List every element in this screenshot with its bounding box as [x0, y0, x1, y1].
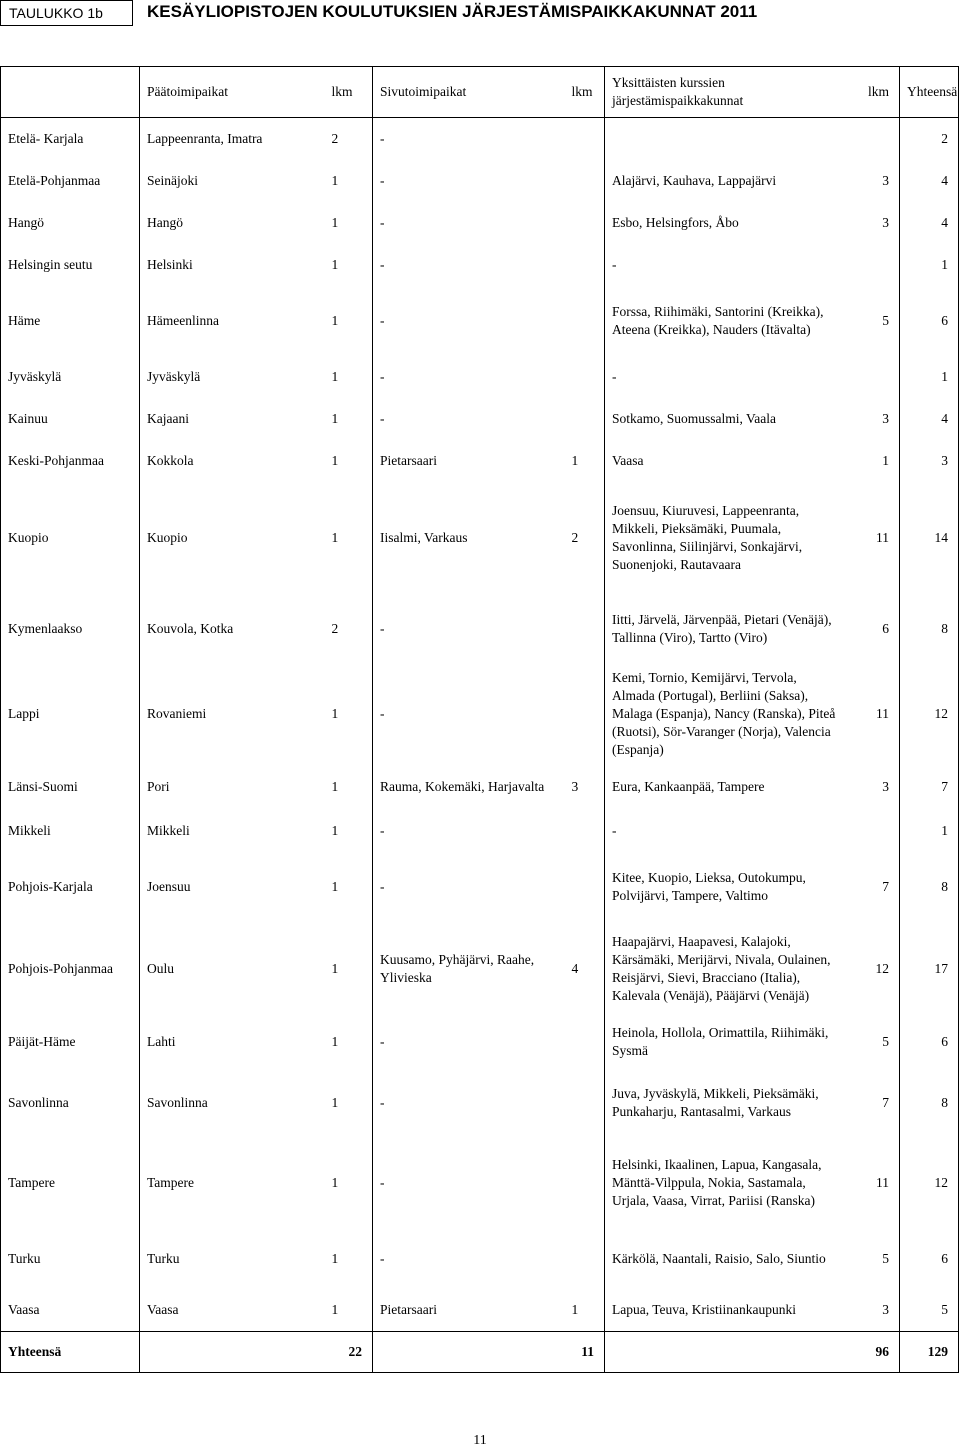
row-lkm3: 11: [876, 529, 889, 545]
row-lkm1: 1: [331, 705, 339, 721]
totals-label: Yhteensä: [1, 1332, 140, 1373]
row-side: -: [373, 1068, 565, 1138]
row-lkm2: [565, 852, 605, 922]
row-region: Savonlinna: [1, 1068, 140, 1138]
row-lkm1: 2: [331, 130, 339, 146]
row-lkm1: 1: [331, 878, 339, 894]
row-main: Joensuu: [140, 852, 325, 922]
row-main: Kokkola: [140, 440, 325, 482]
row-total: 6: [900, 1016, 959, 1068]
row-lkm3: 5: [882, 1033, 889, 1049]
row-total: 6: [900, 286, 959, 356]
row-lkm2: [565, 810, 605, 852]
row-courses: Vaasa: [605, 440, 841, 482]
table-row: [1, 1016, 959, 1068]
row-courses: Lapua, Teuva, Kristiinankaupunki: [605, 1290, 841, 1332]
row-lkm1: 1: [331, 172, 339, 188]
row-courses: Heinola, Hollola, Orimattila, Riihimäki, Sysmä: [605, 1016, 841, 1068]
table-row: [1, 398, 959, 440]
table-row: [1, 594, 959, 664]
row-region: Kainuu: [1, 398, 140, 440]
row-courses: -: [605, 356, 841, 398]
totals-lkm1: 22: [325, 1332, 373, 1373]
table-row: [1, 764, 959, 810]
table-row: [1, 1138, 959, 1228]
row-total: 12: [900, 664, 959, 764]
page-title: KESÄYLIOPISTOJEN KOULUTUKSIEN JÄRJESTÄMISPAIKKAKUNNAT 2011: [147, 2, 758, 21]
table-row: [1, 1228, 959, 1290]
row-side: -: [373, 356, 565, 398]
row-side: -: [373, 852, 565, 922]
row-side: -: [373, 398, 565, 440]
row-total: 12: [900, 1138, 959, 1228]
row-total: 5: [900, 1290, 959, 1332]
row-main: Lappeenranta, Imatra: [140, 118, 325, 160]
row-total: 1: [900, 356, 959, 398]
row-lkm2: [565, 1138, 605, 1228]
row-region: Etelä- Karjala: [1, 118, 140, 160]
row-main: Kajaani: [140, 398, 325, 440]
col-header-lkm3: lkm: [841, 67, 900, 118]
col-header-lkm1: lkm: [325, 67, 373, 118]
table-row: [1, 286, 959, 356]
row-lkm1: 1: [331, 256, 339, 272]
row-lkm2: [565, 1016, 605, 1068]
table-row: [1, 810, 959, 852]
row-lkm1: 1: [331, 368, 339, 384]
row-main: Hangö: [140, 202, 325, 244]
row-lkm1: 1: [331, 1033, 339, 1049]
col-header-total: Yhteensä: [900, 67, 959, 118]
totals-lkm2: 11: [565, 1332, 605, 1373]
row-lkm2: 2: [571, 529, 579, 545]
row-courses: Juva, Jyväskylä, Mikkeli, Pieksämäki, Punkaharju, Rantasalmi, Varkaus: [605, 1068, 841, 1138]
row-lkm2: [565, 594, 605, 664]
row-lkm1: 1: [331, 214, 339, 230]
row-side: -: [373, 1016, 565, 1068]
col-header-main: Päätoimipaikat: [140, 67, 325, 118]
row-lkm2: [565, 356, 605, 398]
row-side: -: [373, 244, 565, 286]
row-side: -: [373, 594, 565, 664]
row-lkm2: [565, 664, 605, 764]
row-lkm1: 1: [331, 1174, 339, 1190]
row-lkm2: 3: [571, 778, 579, 794]
row-region: Mikkeli: [1, 810, 140, 852]
row-lkm3: [841, 244, 900, 286]
row-side: -: [373, 1138, 565, 1228]
row-region: Pohjois-Karjala: [1, 852, 140, 922]
page-header: [0, 0, 960, 26]
row-total: 17: [900, 922, 959, 1016]
row-lkm2: [565, 398, 605, 440]
row-lkm3: 11: [876, 705, 889, 721]
row-courses: -: [605, 244, 841, 286]
placement-table: [0, 66, 959, 1373]
row-region: Etelä-Pohjanmaa: [1, 160, 140, 202]
row-main: Jyväskylä: [140, 356, 325, 398]
row-region: Kymenlaakso: [1, 594, 140, 664]
row-lkm1: 1: [331, 312, 339, 328]
row-lkm1: 1: [331, 960, 339, 976]
row-main: Seinäjoki: [140, 160, 325, 202]
row-region: Jyväskylä: [1, 356, 140, 398]
row-lkm3: [841, 356, 900, 398]
row-courses: Kemi, Tornio, Kemijärvi, Tervola, Almada (Portugal), Berliini (Saksa), Malaga (Espanja), Nancy (Ranska), Piteå (Ruotsi), Sör-Varanger (Norja), Valencia (Espanja): [605, 664, 841, 764]
row-courses: [605, 118, 841, 160]
row-total: 14: [900, 482, 959, 594]
row-courses: Joensuu, Kiuruvesi, Lappeenranta, Mikkeli, Pieksämäki, Puumala, Savonlinna, Siilinjärvi, Sonkajärvi, Suonenjoki, Rautavaara: [605, 482, 841, 594]
row-region: Hangö: [1, 202, 140, 244]
table-row: [1, 356, 959, 398]
row-lkm3: [841, 810, 900, 852]
totals-side: [373, 1332, 565, 1373]
row-lkm1: 1: [331, 452, 339, 468]
row-courses: Kitee, Kuopio, Lieksa, Outokumpu, Polvijärvi, Tampere, Valtimo: [605, 852, 841, 922]
row-courses: Iitti, Järvelä, Järvenpää, Pietari (Venäjä), Tallinna (Viro), Tartto (Viro): [605, 594, 841, 664]
row-lkm2: [565, 118, 605, 160]
row-lkm2: [565, 286, 605, 356]
row-lkm2: [565, 202, 605, 244]
row-total: 4: [900, 160, 959, 202]
row-lkm3: 7: [882, 878, 889, 894]
row-main: Rovaniemi: [140, 664, 325, 764]
row-main: Pori: [140, 764, 325, 810]
row-lkm2: 1: [571, 1302, 579, 1318]
col-header-courses: Yksittäisten kurssien järjestämispaikkakunnat: [605, 67, 841, 118]
row-lkm3: 11: [876, 1174, 889, 1190]
row-side: -: [373, 664, 565, 764]
row-courses: Eura, Kankaanpää, Tampere: [605, 764, 841, 810]
row-lkm1: 1: [331, 410, 339, 426]
table-row: [1, 440, 959, 482]
row-side: Rauma, Kokemäki, Harjavalta: [373, 764, 565, 810]
row-lkm1: 1: [331, 1250, 339, 1266]
row-lkm2: [565, 1228, 605, 1290]
row-region: Helsingin seutu: [1, 244, 140, 286]
row-side: -: [373, 810, 565, 852]
row-main: Lahti: [140, 1016, 325, 1068]
row-lkm1: 1: [331, 778, 339, 794]
totals-main: [140, 1332, 325, 1373]
row-lkm1: 1: [331, 529, 339, 545]
row-region: Turku: [1, 1228, 140, 1290]
row-side: -: [373, 1228, 565, 1290]
row-total: 8: [900, 852, 959, 922]
row-main: Kuopio: [140, 482, 325, 594]
row-lkm3: [841, 118, 900, 160]
table-row: [1, 202, 959, 244]
row-main: Kouvola, Kotka: [140, 594, 325, 664]
row-main: Vaasa: [140, 1290, 325, 1332]
row-side: Iisalmi, Varkaus: [373, 482, 565, 594]
row-courses: Esbo, Helsingfors, Åbo: [605, 202, 841, 244]
row-lkm3: 3: [882, 1302, 889, 1318]
row-region: Pohjois-Pohjanmaa: [1, 922, 140, 1016]
row-total: 8: [900, 1068, 959, 1138]
row-courses: Sotkamo, Suomussalmi, Vaala: [605, 398, 841, 440]
table-row: [1, 244, 959, 286]
row-lkm3: 1: [882, 452, 889, 468]
table-row: [1, 922, 959, 1016]
row-region: Häme: [1, 286, 140, 356]
row-total: 4: [900, 398, 959, 440]
row-lkm1: 1: [331, 822, 339, 838]
row-courses: Forssa, Riihimäki, Santorini (Kreikka), Ateena (Kreikka), Nauders (Itävalta): [605, 286, 841, 356]
row-lkm1: 2: [331, 620, 339, 636]
row-region: Länsi-Suomi: [1, 764, 140, 810]
row-lkm2: [565, 160, 605, 202]
row-lkm2: [565, 1068, 605, 1138]
header-row: [1, 67, 959, 118]
col-header-lkm2: lkm: [565, 67, 605, 118]
table-row: [1, 118, 959, 160]
row-main: Oulu: [140, 922, 325, 1016]
row-region: Tampere: [1, 1138, 140, 1228]
row-lkm2: [565, 244, 605, 286]
table-row: [1, 160, 959, 202]
table-row: [1, 664, 959, 764]
row-side: Pietarsaari: [373, 440, 565, 482]
row-region: Kuopio: [1, 482, 140, 594]
col-header-side: Sivutoimipaikat: [373, 67, 565, 118]
row-total: 2: [900, 118, 959, 160]
row-courses: Haapajärvi, Haapavesi, Kalajoki, Kärsämäki, Merijärvi, Nivala, Oulainen, Reisjärvi, Sievi, Bracciano (Italia), Kalevala (Venäjä), Pääjärvi (Venäjä): [605, 922, 841, 1016]
table-row: [1, 1068, 959, 1138]
row-lkm3: 3: [882, 778, 889, 794]
row-total: 6: [900, 1228, 959, 1290]
row-side: -: [373, 202, 565, 244]
row-main: Tampere: [140, 1138, 325, 1228]
totals-courses: [605, 1332, 841, 1373]
row-total: 3: [900, 440, 959, 482]
row-side: -: [373, 286, 565, 356]
table-tag: TAULUKKO 1b: [0, 0, 133, 26]
table-row: [1, 852, 959, 922]
row-lkm3: 12: [875, 960, 889, 976]
row-region: Vaasa: [1, 1290, 140, 1332]
row-lkm3: 3: [882, 410, 889, 426]
col-header-region: [1, 67, 140, 118]
row-lkm2: 4: [571, 960, 579, 976]
row-lkm3: 3: [882, 214, 889, 230]
row-main: Savonlinna: [140, 1068, 325, 1138]
row-lkm1: 1: [331, 1094, 339, 1110]
page-number: 11: [473, 1433, 487, 1448]
row-side: Pietarsaari: [373, 1290, 565, 1332]
totals-lkm3: 96: [841, 1332, 900, 1373]
row-total: 8: [900, 594, 959, 664]
row-courses: Kärkölä, Naantali, Raisio, Salo, Siuntio: [605, 1228, 841, 1290]
row-region: Lappi: [1, 664, 140, 764]
row-lkm3: 6: [882, 620, 889, 636]
row-side: -: [373, 118, 565, 160]
row-lkm3: 3: [882, 172, 889, 188]
row-lkm3: 5: [882, 312, 889, 328]
row-courses: Helsinki, Ikaalinen, Lapua, Kangasala, Mänttä-Vilppula, Nokia, Sastamala, Urjala, Vaasa, Virrat, Pariisi (Ranska): [605, 1138, 841, 1228]
row-total: 1: [900, 244, 959, 286]
row-total: 7: [900, 764, 959, 810]
row-side: -: [373, 160, 565, 202]
totals-total: 129: [900, 1332, 959, 1373]
row-region: Päijät-Häme: [1, 1016, 140, 1068]
row-main: Helsinki: [140, 244, 325, 286]
row-lkm2: 1: [571, 452, 579, 468]
row-main: Hämeenlinna: [140, 286, 325, 356]
row-lkm3: 7: [882, 1094, 889, 1110]
row-total: 4: [900, 202, 959, 244]
row-main: Mikkeli: [140, 810, 325, 852]
row-main: Turku: [140, 1228, 325, 1290]
row-lkm1: 1: [331, 1302, 339, 1318]
row-side: Kuusamo, Pyhäjärvi, Raahe, Ylivieska: [373, 922, 565, 1016]
totals-row: [1, 1332, 959, 1373]
table-row: [1, 482, 959, 594]
row-region: Keski-Pohjanmaa: [1, 440, 140, 482]
row-total: 1: [900, 810, 959, 852]
row-courses: -: [605, 810, 841, 852]
row-courses: Alajärvi, Kauhava, Lappajärvi: [605, 160, 841, 202]
row-lkm3: 5: [882, 1250, 889, 1266]
table-row: [1, 1290, 959, 1332]
